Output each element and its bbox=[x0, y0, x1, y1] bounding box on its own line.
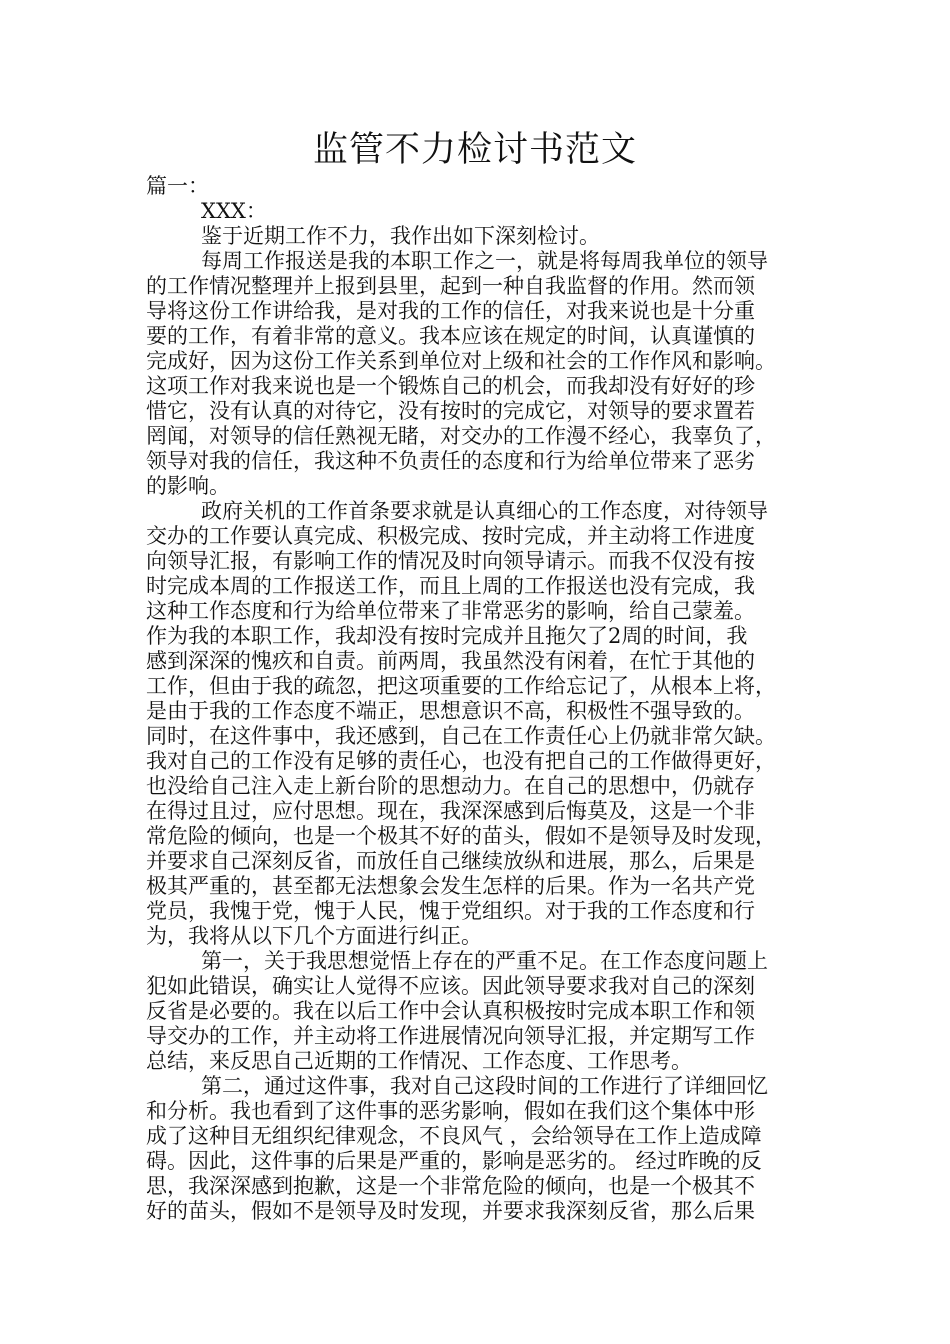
body-text-line: 向领导汇报，有影响工作的情况及时向领导请示。而我不仅没有按 bbox=[146, 549, 755, 573]
body-text-line: 是由于我的工作态度不端正，思想意识不高，积极性不强导致的。 bbox=[146, 699, 755, 723]
body-text-line: 完成好，因为这份工作关系到单位对上级和社会的工作作风和影响。 bbox=[146, 349, 776, 373]
body-text-line: XXX： bbox=[201, 199, 267, 223]
body-text-line: 领导对我的信任，我这种不负责任的态度和行为给单位带来了恶劣 bbox=[146, 449, 755, 473]
body-text-line: 犯如此错误，确实让人觉得不应该。因此领导要求我对自己的深刻 bbox=[146, 974, 755, 998]
body-text-line: 交办的工作要认真完成、积极完成、按时完成，并主动将工作进度 bbox=[146, 524, 755, 548]
body-text-line: 我对自己的工作没有足够的责任心，也没有把自己的工作做得更好， bbox=[146, 749, 776, 773]
body-text-line: 和分析。我也看到了这件事的恶劣影响，假如在我们这个集体中形 bbox=[146, 1099, 755, 1123]
body-text-line: 这项工作对我来说也是一个锻炼自己的机会，而我却没有好好的珍 bbox=[146, 374, 755, 398]
body-text-line: 思，我深深感到抱歉，这是一个非常危险的倾向，也是一个极其不 bbox=[146, 1174, 755, 1198]
body-text-line: 政府关机的工作首条要求就是认真细心的工作态度，对待领导 bbox=[201, 499, 768, 523]
body-text-line: 的影响。 bbox=[146, 474, 230, 498]
body-text-line: 常危险的倾向，也是一个极其不好的苗头，假如不是领导及时发现， bbox=[146, 824, 776, 848]
body-text-line: 感到深深的愧疚和自责。前两周，我虽然没有闲着，在忙于其他的 bbox=[146, 649, 755, 673]
body-text-line: 导交办的工作，并主动将工作进展情况向领导汇报，并定期写工作 bbox=[146, 1024, 755, 1048]
body-text-line: 作为我的本职工作，我却没有按时完成并且拖欠了2周的时间，我 bbox=[146, 624, 748, 648]
body-text-line: 导将这份工作讲给我，是对我的工作的信任，对我来说也是十分重 bbox=[146, 299, 755, 323]
body-text-line: 惜它，没有认真的对待它，没有按时的完成它，对领导的要求置若 bbox=[146, 399, 755, 423]
document-body bbox=[146, 174, 818, 1224]
body-text-line: 反省是必要的。我在以后工作中会认真积极按时完成本职工作和领 bbox=[146, 999, 755, 1023]
body-text-line: 鉴于近期工作不力，我作出如下深刻检讨。 bbox=[201, 224, 600, 248]
body-text-line: 成了这种目无组织纪律观念，不良风气 ，会给领导在工作上造成障 bbox=[146, 1124, 762, 1148]
body-text-line: 第一，关于我思想觉悟上存在的严重不足。在工作态度问题上 bbox=[201, 949, 768, 973]
body-text-line: 同时，在这件事中，我还感到，自己在工作责任心上仍就非常欠缺。 bbox=[146, 724, 776, 748]
body-text-line: 为，我将从以下几个方面进行纠正。 bbox=[146, 924, 482, 948]
body-text-line: 党员，我愧于党，愧于人民，愧于党组织。对于我的工作态度和行 bbox=[146, 899, 755, 923]
body-text-line: 在得过且过，应付思想。现在，我深深感到后悔莫及，这是一个非 bbox=[146, 799, 755, 823]
body-text-line: 好的苗头，假如不是领导及时发现，并要求我深刻反省，那么后果 bbox=[146, 1199, 755, 1223]
body-text-line: 也没给自己注入走上新台阶的思想动力。在自己的思想中，仍就存 bbox=[146, 774, 755, 798]
body-text-line: 每周工作报送是我的本职工作之一，就是将每周我单位的领导 bbox=[201, 249, 768, 273]
body-text-line: 第二，通过这件事，我对自己这段时间的工作进行了详细回忆 bbox=[201, 1074, 768, 1098]
body-text-line: 时完成本周的工作报送工作，而且上周的工作报送也没有完成，我 bbox=[146, 574, 755, 598]
body-text-line: 极其严重的，甚至都无法想象会发生怎样的后果。作为一名共产党 bbox=[146, 874, 755, 898]
body-text-line: 要的工作，有着非常的意义。我本应该在规定的时间，认真谨慎的 bbox=[146, 324, 755, 348]
body-text-line: 总结，来反思自己近期的工作情况、工作态度、工作思考。 bbox=[146, 1049, 692, 1073]
body-text-line: 这种工作态度和行为给单位带来了非常恶劣的影响，给自己蒙羞。 bbox=[146, 599, 755, 623]
body-text-line: 工作，但由于我的疏忽，把这项重要的工作给忘记了，从根本上将， bbox=[146, 674, 776, 698]
body-text-line: 的工作情况整理并上报到县里，起到一种自我监督的作用。然而领 bbox=[146, 274, 755, 298]
body-text-line: 碍。因此，这件事的后果是严重的，影响是恶劣的。 经过昨晚的反 bbox=[146, 1149, 762, 1173]
body-text-line: 罔闻，对领导的信任熟视无睹，对交办的工作漫不经心，我辜负了， bbox=[146, 424, 776, 448]
body-text-line: 篇一： bbox=[146, 174, 209, 198]
document-title: 监管不力检讨书范文 bbox=[312, 130, 637, 170]
body-text-line: 并要求自己深刻反省，而放任自己继续放纵和进展，那么，后果是 bbox=[146, 849, 755, 873]
